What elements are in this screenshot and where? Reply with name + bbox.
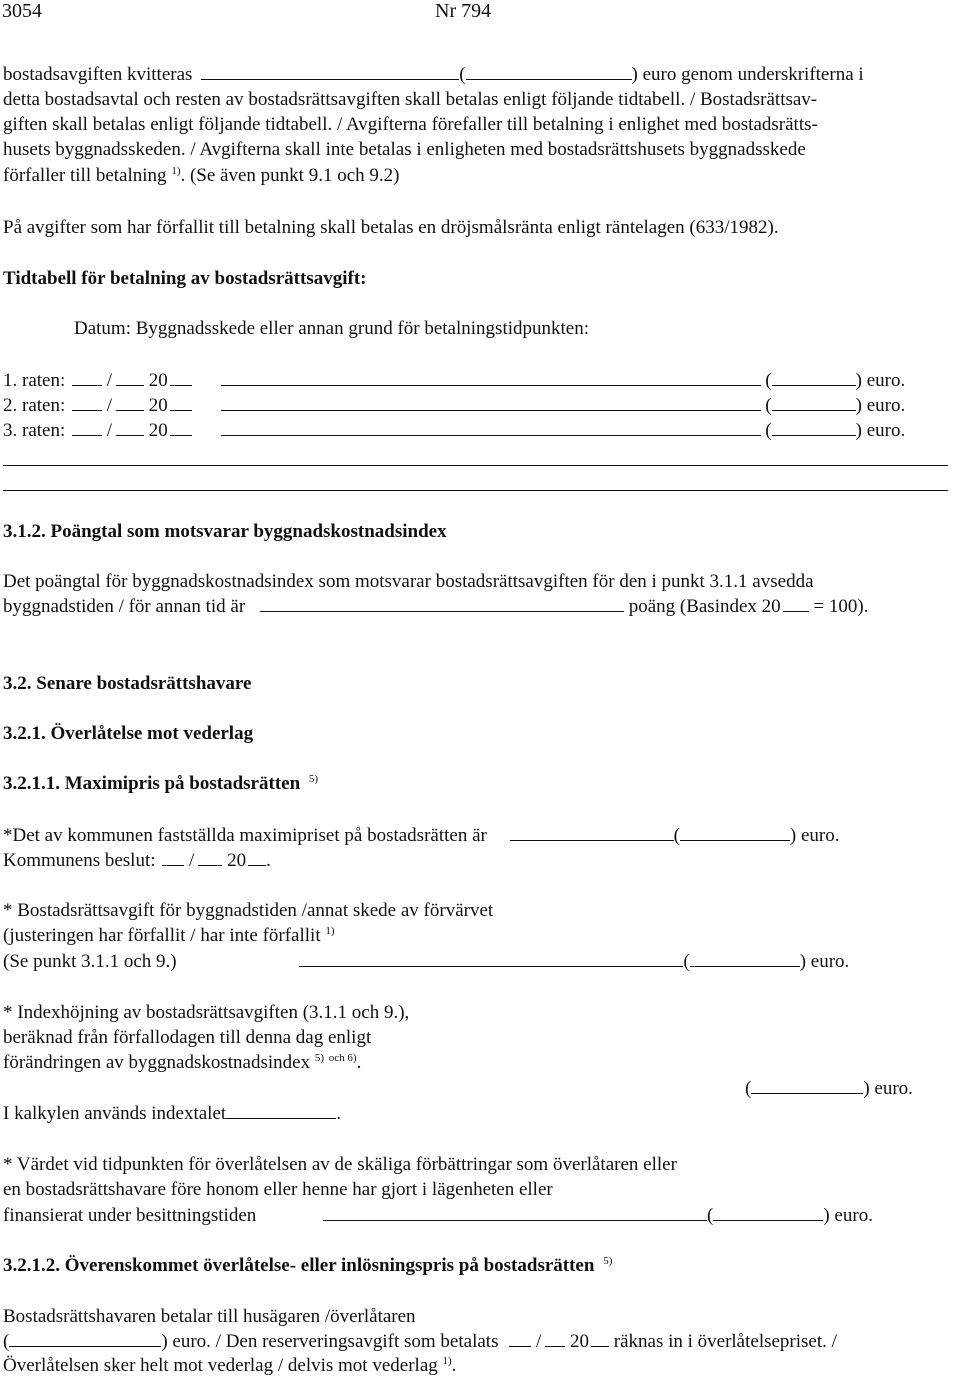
index-line-1: * Indexhöjning av bostadsrättsavgiften (3.1.1 och 9.), [3,1002,410,1023]
blank-field[interactable] [116,420,144,436]
blank-field[interactable] [509,1331,531,1347]
footnote-mark: och 6) [328,1052,357,1064]
fee-line-3: (Se punkt 3.1.1 och 9.) ( ) euro. [3,951,850,972]
blank-field[interactable] [221,420,761,436]
blank-line[interactable] [3,465,948,466]
blank-field[interactable] [72,420,102,436]
intro-line-5: förfaller till betalning $^{1)}$. (Se även punkt 9.1 och 9.2) [3,165,400,186]
schedule-datum-label: Datum: Byggnadsskede eller annan grund för betalningstidpunkten: [74,318,589,339]
blank-field[interactable] [591,1331,609,1347]
index-line-4: I kalkylen används indextalet . [3,1103,341,1124]
blank-field[interactable] [170,420,192,436]
section-3-2-1-2-line-3: Överlåtelsen sker helt mot vederlag / delvis mot vederlag $^{1)}$. [3,1355,457,1376]
index-amount: ( ) euro. [745,1078,913,1099]
decision-line: Kommunens beslut: / 20 . [3,850,271,871]
blank-field[interactable] [198,850,222,866]
footnote-mark: 5) [314,1052,325,1064]
blank-field[interactable] [116,370,144,386]
footnote-mark: 1) [325,925,335,937]
section-3-2-1-heading: 3.2.1. Överlåtelse mot vederlag [3,723,254,744]
intro-line-1: bostadsavgiften kvitteras ( ) euro genom underskrifterna i [3,64,864,85]
blank-line[interactable] [3,490,948,491]
intro-line-2: detta bostadsavtal och resten av bostadsrättsavgiften skall betalas enligt följande tidtabell. / Bostadsrättsav- [3,89,818,110]
blank-field[interactable] [690,951,800,967]
blank-field[interactable] [751,1078,863,1094]
fee-line-1: * Bostadsrättsavgift för byggnadstiden /annat skede av förvärvet [3,900,494,921]
blank-field[interactable] [170,370,192,386]
blank-field[interactable] [510,825,674,841]
section-3-2-1-2-line-2: ( ) euro. / Den reserveringsavgift som betalats / 20 räknas in i överlåtelsepriset. / [3,1331,837,1352]
rate-row-3: 3. raten: / 20 ( ) euro. [3,420,906,441]
value-line-2: en bostadsrättshavare före honom eller henne har gjort i lägenheten eller [3,1179,553,1200]
blank-field[interactable] [299,951,683,967]
page-number: 3054 [2,0,42,22]
section-3-2-1-1-heading: 3.2.1.1. Maximipris på bostadsrätten $^{5)}$ [3,773,319,794]
blank-field[interactable] [466,64,632,80]
rate-row-1: 1. raten: / 20 ( ) euro. [3,370,906,391]
blank-field[interactable] [201,64,459,80]
blank-field[interactable] [221,370,761,386]
fee-line-2: (justeringen har förfallit / har inte förfallit $^{1)}$ [3,925,335,946]
section-3-2-1-2-heading: 3.2.1.2. Överenskommet överlåtelse- eller inlösningspris på bostadsrätten $^{5)}$ [3,1255,613,1276]
blank-field[interactable] [772,370,856,386]
index-line-2: beräknad från förfallodagen till denna dag enligt [3,1027,372,1048]
section-3-2-heading: 3.2. Senare bostadsrättshavare [3,673,252,694]
blank-field[interactable] [323,1205,707,1221]
section-3-1-2-line-2: byggnadstiden / för annan tid är poäng (Basindex 20 = 100). [3,596,869,617]
blank-field[interactable] [772,395,856,411]
blank-field[interactable] [221,395,761,411]
blank-field[interactable] [545,1331,565,1347]
blank-field[interactable] [713,1205,823,1221]
footnote-mark: 5) [603,1255,613,1267]
blank-field[interactable] [260,596,624,612]
blank-field[interactable] [772,420,856,436]
blank-field[interactable] [680,825,790,841]
maxprice-line: *Det av kommunen fastställda maximipriset på bostadsrätten är ( ) euro. [3,825,840,846]
blank-field[interactable] [72,395,102,411]
blank-field[interactable] [248,850,266,866]
section-3-1-2-heading: 3.1.2. Poängtal som motsvarar byggnadskostnadsindex [3,521,447,542]
value-line-1: * Värdet vid tidpunkten för överlåtelsen av de skäliga förbättringar som överlåtaren eller [3,1154,677,1175]
blank-field[interactable] [170,395,192,411]
section-3-1-2-line-1: Det poängtal för byggnadskostnadsindex som motsvarar bostadsrättsavgiften för den i punkt 3.1.1 avsedda [3,571,814,592]
footnote-mark: 1) [442,1355,452,1367]
footnote-mark: 1) [171,165,181,177]
blank-field[interactable] [162,850,184,866]
value-line-3: finansierat under besittningstiden ( ) euro. [3,1205,873,1226]
schedule-heading: Tidtabell för betalning av bostadsrättsavgift: [3,268,367,289]
blank-field[interactable] [72,370,102,386]
interest-text: På avgifter som har förfallit till betalning skall betalas en dröjsmålsränta enligt räntelagen (633/1982). [3,217,779,238]
blank-field[interactable] [226,1103,336,1119]
section-3-2-1-2-line-1: Bostadsrättshavaren betalar till husägaren /överlåtaren [3,1306,416,1327]
intro-line-3: giften skall betalas enligt följande tidtabell. / Avgifterna förefaller till betalning i enlighet med bostadsrätts- [3,114,818,135]
index-line-3: förändringen av byggnadskostnadsindex $^{5)}$ $^{och 6)}$. [3,1052,362,1073]
blank-field[interactable] [9,1331,161,1347]
blank-field[interactable] [783,596,809,612]
blank-field[interactable] [116,395,144,411]
intro-line-4: husets byggnadsskeden. / Avgifterna skall inte betalas i enligheten med bostadsrättshusets byggnadsskede [3,139,806,160]
document-number: Nr 794 [435,0,492,22]
footnote-mark: 5) [308,773,319,785]
rate-row-2: 2. raten: / 20 ( ) euro. [3,395,906,416]
